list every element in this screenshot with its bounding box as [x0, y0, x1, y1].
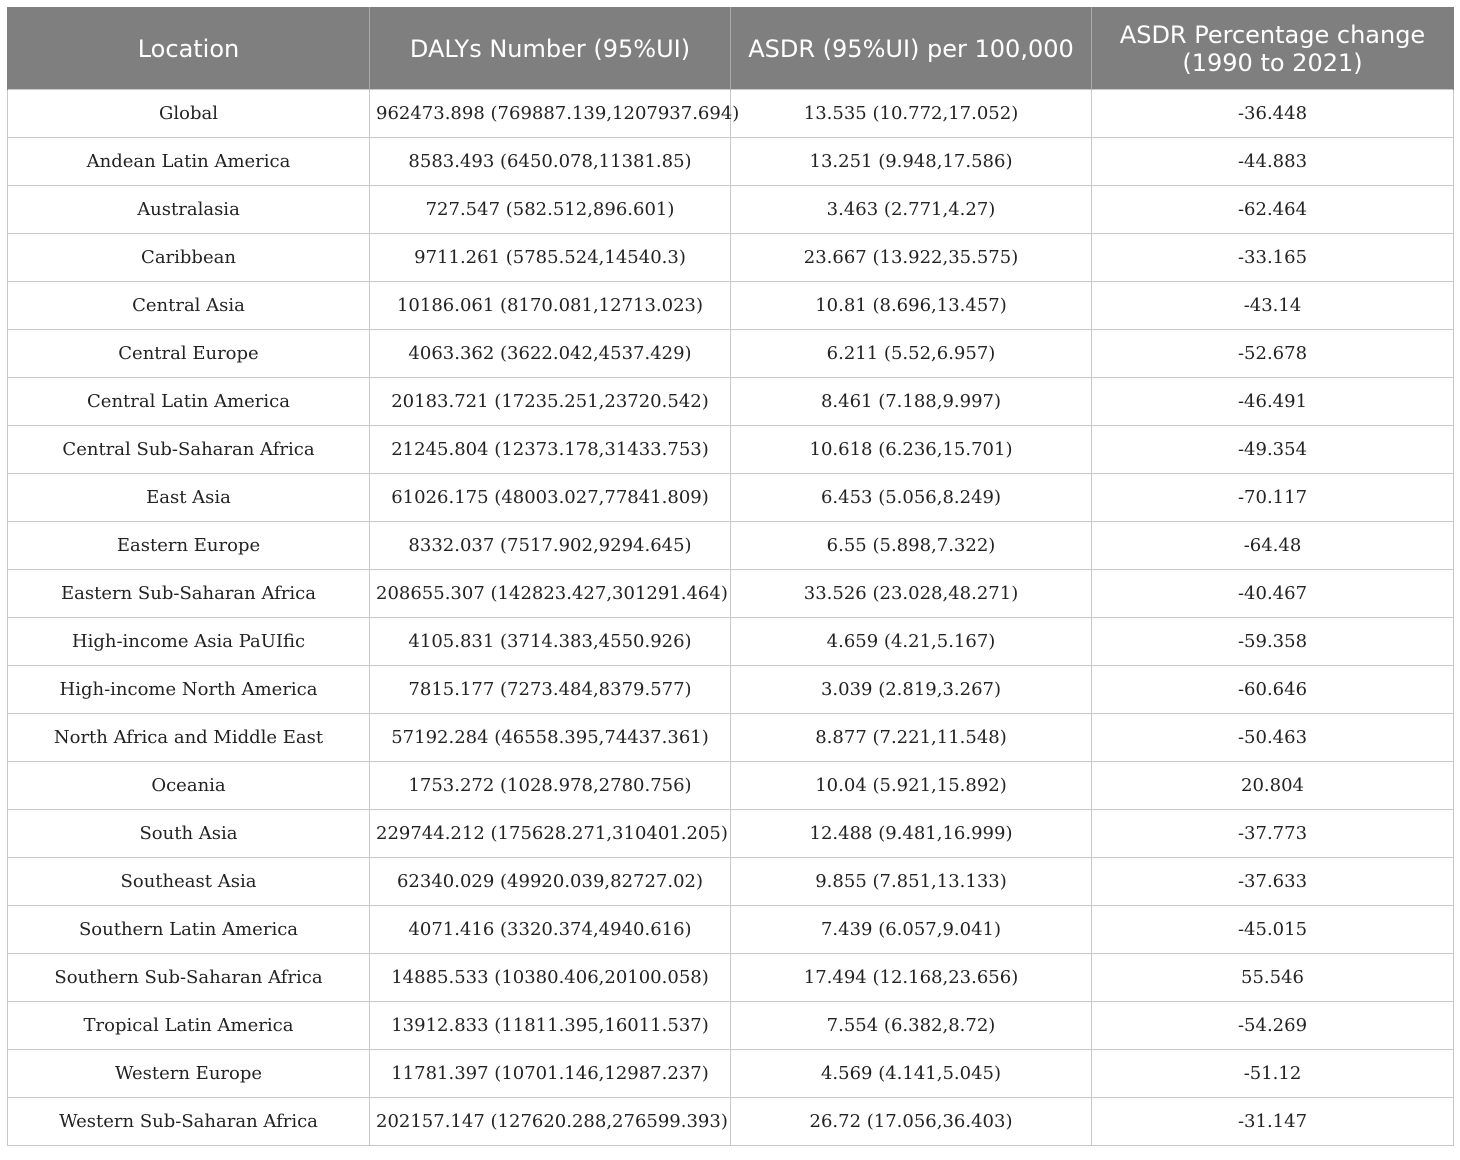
cell-asdr: 13.535 (10.772,17.052)	[731, 90, 1092, 138]
cell-asdr-percentage-change: -70.117	[1092, 474, 1454, 522]
cell-asdr: 8.877 (7.221,11.548)	[731, 714, 1092, 762]
cell-asdr: 9.855 (7.851,13.133)	[731, 858, 1092, 906]
cell-location: Central Europe	[8, 330, 370, 378]
cell-asdr-percentage-change: -60.646	[1092, 666, 1454, 714]
header-text-line: ASDR Percentage change	[1119, 20, 1426, 49]
cell-asdr-percentage-change: -51.12	[1092, 1050, 1454, 1098]
cell-asdr: 10.81 (8.696,13.457)	[731, 282, 1092, 330]
cell-dalys-number: 1753.272 (1028.978,2780.756)	[370, 762, 731, 810]
cell-asdr: 3.039 (2.819,3.267)	[731, 666, 1092, 714]
cell-location: High-income North America	[8, 666, 370, 714]
table-row	[8, 810, 1454, 858]
cell-location: East Asia	[8, 474, 370, 522]
cell-location: Eastern Sub-Saharan Africa	[8, 570, 370, 618]
header-text-line: DALYs Number (95%UI)	[409, 34, 691, 63]
header-row	[8, 8, 1454, 90]
cell-dalys-number: 208655.307 (142823.427,301291.464)	[370, 570, 731, 618]
cell-asdr-percentage-change: -43.14	[1092, 282, 1454, 330]
table-row	[8, 186, 1454, 234]
cell-asdr: 33.526 (23.028,48.271)	[731, 570, 1092, 618]
cell-dalys-number: 13912.833 (11811.395,16011.537)	[370, 1002, 731, 1050]
cell-asdr-percentage-change: -37.633	[1092, 858, 1454, 906]
cell-asdr-percentage-change: -44.883	[1092, 138, 1454, 186]
table-row	[8, 906, 1454, 954]
cell-asdr: 3.463 (2.771,4.27)	[731, 186, 1092, 234]
cell-dalys-number: 14885.533 (10380.406,20100.058)	[370, 954, 731, 1002]
cell-dalys-number: 8583.493 (6450.078,11381.85)	[370, 138, 731, 186]
header-text-line: ASDR (95%UI) per 100,000	[748, 34, 1074, 63]
header-text-line: (1990 to 2021)	[1182, 48, 1363, 77]
table-row	[8, 426, 1454, 474]
cell-asdr-percentage-change: -36.448	[1092, 90, 1454, 138]
cell-asdr-percentage-change: -50.463	[1092, 714, 1454, 762]
cell-location: Caribbean	[8, 234, 370, 282]
table-row	[8, 234, 1454, 282]
cell-location: Central Asia	[8, 282, 370, 330]
table-row	[8, 282, 1454, 330]
cell-asdr-percentage-change: -52.678	[1092, 330, 1454, 378]
cell-dalys-number: 61026.175 (48003.027,77841.809)	[370, 474, 731, 522]
cell-asdr: 7.439 (6.057,9.041)	[731, 906, 1092, 954]
cell-asdr-percentage-change: 20.804	[1092, 762, 1454, 810]
table-row	[8, 138, 1454, 186]
cell-asdr: 6.55 (5.898,7.322)	[731, 522, 1092, 570]
cell-dalys-number: 229744.212 (175628.271,310401.205)	[370, 810, 731, 858]
table-row	[8, 762, 1454, 810]
cell-asdr: 10.04 (5.921,15.892)	[731, 762, 1092, 810]
cell-dalys-number: 20183.721 (17235.251,23720.542)	[370, 378, 731, 426]
cell-asdr: 12.488 (9.481,16.999)	[731, 810, 1092, 858]
table-row	[8, 618, 1454, 666]
table-row	[8, 570, 1454, 618]
table-row	[8, 474, 1454, 522]
table-row	[8, 1050, 1454, 1098]
cell-location: Eastern Europe	[8, 522, 370, 570]
cell-location: South Asia	[8, 810, 370, 858]
cell-dalys-number: 10186.061 (8170.081,12713.023)	[370, 282, 731, 330]
table-row	[8, 858, 1454, 906]
cell-location: Southern Latin America	[8, 906, 370, 954]
cell-asdr-percentage-change: -33.165	[1092, 234, 1454, 282]
cell-asdr-percentage-change: -40.467	[1092, 570, 1454, 618]
cell-asdr-percentage-change: -49.354	[1092, 426, 1454, 474]
header-asdr	[731, 8, 1092, 90]
cell-asdr-percentage-change: -54.269	[1092, 1002, 1454, 1050]
cell-asdr-percentage-change: -62.464	[1092, 186, 1454, 234]
cell-location: Southeast Asia	[8, 858, 370, 906]
table-row	[8, 1002, 1454, 1050]
table-header	[8, 8, 1454, 90]
header-dalys-number	[370, 8, 731, 90]
cell-dalys-number: 9711.261 (5785.524,14540.3)	[370, 234, 731, 282]
table-row	[8, 714, 1454, 762]
cell-asdr-percentage-change: -37.773	[1092, 810, 1454, 858]
cell-location: Global	[8, 90, 370, 138]
cell-asdr: 4.659 (4.21,5.167)	[731, 618, 1092, 666]
cell-dalys-number: 11781.397 (10701.146,12987.237)	[370, 1050, 731, 1098]
cell-dalys-number: 57192.284 (46558.395,74437.361)	[370, 714, 731, 762]
daly-table	[7, 7, 1454, 1146]
header-location	[8, 8, 370, 90]
cell-location: Andean Latin America	[8, 138, 370, 186]
cell-asdr-percentage-change: -45.015	[1092, 906, 1454, 954]
cell-dalys-number: 7815.177 (7273.484,8379.577)	[370, 666, 731, 714]
cell-dalys-number: 202157.147 (127620.288,276599.393)	[370, 1098, 731, 1146]
header-asdr-percentage-change	[1092, 8, 1454, 90]
cell-asdr-percentage-change: -31.147	[1092, 1098, 1454, 1146]
cell-asdr: 26.72 (17.056,36.403)	[731, 1098, 1092, 1146]
cell-asdr-percentage-change: -59.358	[1092, 618, 1454, 666]
cell-asdr: 13.251 (9.948,17.586)	[731, 138, 1092, 186]
table-row	[8, 1098, 1454, 1146]
table-body	[8, 90, 1454, 1146]
cell-asdr-percentage-change: -64.48	[1092, 522, 1454, 570]
table-row	[8, 90, 1454, 138]
table-row	[8, 954, 1454, 1002]
cell-location: Southern Sub-Saharan Africa	[8, 954, 370, 1002]
table-row	[8, 666, 1454, 714]
cell-asdr: 8.461 (7.188,9.997)	[731, 378, 1092, 426]
cell-location: Central Latin America	[8, 378, 370, 426]
cell-dalys-number: 8332.037 (7517.902,9294.645)	[370, 522, 731, 570]
cell-location: Western Europe	[8, 1050, 370, 1098]
cell-asdr: 7.554 (6.382,8.72)	[731, 1002, 1092, 1050]
cell-location: Western Sub-Saharan Africa	[8, 1098, 370, 1146]
cell-location: Tropical Latin America	[8, 1002, 370, 1050]
table-row	[8, 330, 1454, 378]
cell-dalys-number: 62340.029 (49920.039,82727.02)	[370, 858, 731, 906]
cell-asdr-percentage-change: 55.546	[1092, 954, 1454, 1002]
table-row	[8, 522, 1454, 570]
cell-location: High-income Asia PaUIfic	[8, 618, 370, 666]
data-table-container	[7, 7, 1453, 1146]
cell-location: Central Sub-Saharan Africa	[8, 426, 370, 474]
table-row	[8, 378, 1454, 426]
cell-asdr: 17.494 (12.168,23.656)	[731, 954, 1092, 1002]
cell-dalys-number: 4063.362 (3622.042,4537.429)	[370, 330, 731, 378]
cell-dalys-number: 4071.416 (3320.374,4940.616)	[370, 906, 731, 954]
cell-asdr: 6.211 (5.52,6.957)	[731, 330, 1092, 378]
cell-asdr: 10.618 (6.236,15.701)	[731, 426, 1092, 474]
cell-location: North Africa and Middle East	[8, 714, 370, 762]
cell-asdr: 23.667 (13.922,35.575)	[731, 234, 1092, 282]
cell-dalys-number: 727.547 (582.512,896.601)	[370, 186, 731, 234]
header-text-line: Location	[137, 34, 240, 63]
cell-dalys-number: 962473.898 (769887.139,1207937.694)	[370, 90, 731, 138]
cell-location: Oceania	[8, 762, 370, 810]
cell-dalys-number: 4105.831 (3714.383,4550.926)	[370, 618, 731, 666]
cell-location: Australasia	[8, 186, 370, 234]
cell-dalys-number: 21245.804 (12373.178,31433.753)	[370, 426, 731, 474]
cell-asdr: 4.569 (4.141,5.045)	[731, 1050, 1092, 1098]
cell-asdr-percentage-change: -46.491	[1092, 378, 1454, 426]
cell-asdr: 6.453 (5.056,8.249)	[731, 474, 1092, 522]
